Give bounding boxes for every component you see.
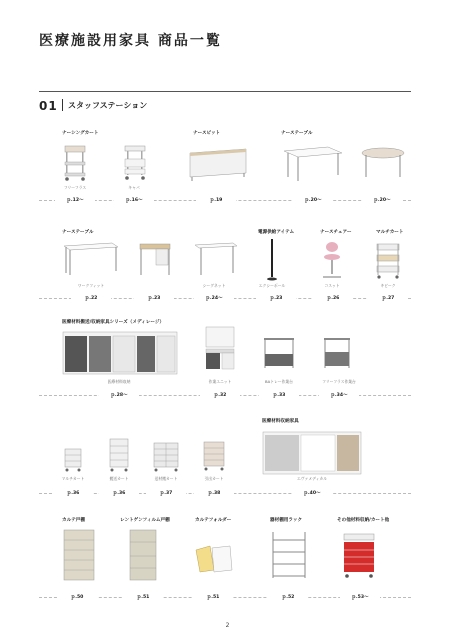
item-caption: シーグネット	[202, 283, 226, 288]
category-label: 電源供給アイテム	[258, 230, 295, 235]
page-reference[interactable]: ｐ.24～	[194, 295, 234, 301]
item-caption: 引出カート	[204, 476, 224, 481]
item-caption: コスット	[324, 283, 340, 288]
page-reference[interactable]: ｐ.50	[57, 594, 97, 600]
item-caption: フリーフラス作業台	[322, 379, 356, 384]
page-reference[interactable]: ｐ.28～	[99, 392, 139, 398]
category-label: 医療材料搬送/収納家具シリーズ（メディレージ）	[62, 320, 165, 325]
page-reference[interactable]: ｐ.27	[368, 295, 408, 301]
chart-folder-image	[194, 544, 234, 574]
page-reference[interactable]: ｐ.38	[194, 490, 234, 496]
page-reference[interactable]: ｐ.51	[193, 594, 233, 600]
category-label: ナーステーブル	[281, 131, 313, 136]
category-label: カルテ戸棚	[62, 518, 85, 523]
multi-cart-image	[63, 447, 83, 473]
page-reference[interactable]: ｐ.22	[71, 295, 111, 301]
page-reference[interactable]: ｐ.52	[268, 594, 308, 600]
nurse-table-image	[62, 241, 120, 277]
page-reference[interactable]: ｐ.32	[200, 392, 240, 398]
item-caption: マルチカート	[61, 476, 85, 481]
drawer-cart-image	[202, 440, 226, 472]
nurse-chair-image	[320, 240, 344, 280]
category-label: カルテフォルダー	[195, 518, 232, 523]
material-cart-image	[152, 441, 180, 473]
category-label: ナースピット	[193, 131, 221, 136]
category-label: ナーステーブル	[62, 230, 94, 235]
item-caption: 作業ユニット	[208, 379, 232, 384]
item-caption: キャパ	[128, 185, 140, 190]
page-reference[interactable]: ｐ.36	[53, 490, 93, 496]
page-reference[interactable]: ｐ.20～	[293, 197, 333, 203]
category-label: マルチカート	[376, 230, 404, 235]
equipment-rack-image	[270, 530, 308, 582]
transport-cart-image	[108, 437, 130, 473]
page-reference[interactable]: ｐ.36	[99, 490, 139, 496]
page-reference[interactable]: ｐ.19	[196, 197, 236, 203]
page-number: 2	[225, 622, 230, 629]
item-caption: 医療材料収納	[107, 379, 131, 384]
item-caption: フリーフラス	[63, 185, 87, 190]
item-caption: 送材搬カート	[154, 476, 178, 481]
page-reference[interactable]: ｐ.33	[259, 392, 299, 398]
xray-film-cabinet-image	[128, 528, 158, 582]
category-label: ナースチェアー	[320, 230, 352, 235]
section-title: スタッフステーション	[68, 101, 148, 110]
page-reference[interactable]: ｐ.37	[146, 490, 186, 496]
item-caption: 搬送カート	[109, 476, 129, 481]
nursing-cart-image	[122, 143, 148, 181]
nurse-table-image	[193, 241, 239, 277]
nurse-pit-image	[188, 147, 248, 182]
page-reference[interactable]: ｐ.20～	[362, 197, 402, 203]
work-unit-image	[204, 325, 236, 371]
item-caption: エヴァメディカル	[296, 476, 328, 481]
power-pole-image	[266, 238, 278, 282]
page-reference[interactable]: ｐ.40～	[292, 490, 332, 496]
nursing-cart-image	[62, 144, 88, 182]
multi-cart-image	[374, 240, 402, 280]
page-reference[interactable]: ｐ.51	[123, 594, 163, 600]
category-label: ナーシングカート	[62, 131, 99, 136]
category-label: レントゲンフィルム戸棚	[120, 518, 170, 523]
section-number: 01	[39, 99, 58, 113]
section-divider	[39, 91, 411, 92]
page-reference[interactable]: ｐ.23	[134, 295, 174, 301]
item-caption: ワークフィット	[77, 283, 105, 288]
storage-cart-image	[342, 532, 376, 580]
item-caption: エクシーポール	[258, 283, 286, 288]
section-separator	[62, 99, 63, 111]
page-title: 医療施設用家具 商品一覧	[39, 33, 222, 49]
chart-cabinet-image	[62, 528, 96, 582]
category-label: 器材棚用ラック	[270, 518, 303, 523]
nurse-table-image	[138, 241, 172, 277]
nurse-table-image	[360, 145, 406, 181]
free-flas-worktable-image	[322, 336, 352, 372]
page-reference[interactable]: ｐ.16～	[114, 197, 154, 203]
category-label: 医療材料収納家具	[262, 419, 299, 424]
tray-worktable-image	[262, 336, 296, 372]
eva-medical-storage-image	[262, 430, 362, 476]
category-label: その他材料収納/カート他	[337, 518, 390, 523]
medical-storage-image	[62, 330, 178, 376]
page-reference[interactable]: ｐ.53～	[340, 594, 380, 600]
page-reference[interactable]: ｐ.23	[256, 295, 296, 301]
page-reference[interactable]: ｐ.12～	[55, 197, 95, 203]
nurse-table-image	[282, 145, 344, 183]
item-caption: BAトレー作業台	[265, 379, 293, 384]
page-reference[interactable]: ｐ.34～	[319, 392, 359, 398]
item-caption: キピーク	[380, 283, 396, 288]
page-reference[interactable]: ｐ.26	[313, 295, 353, 301]
